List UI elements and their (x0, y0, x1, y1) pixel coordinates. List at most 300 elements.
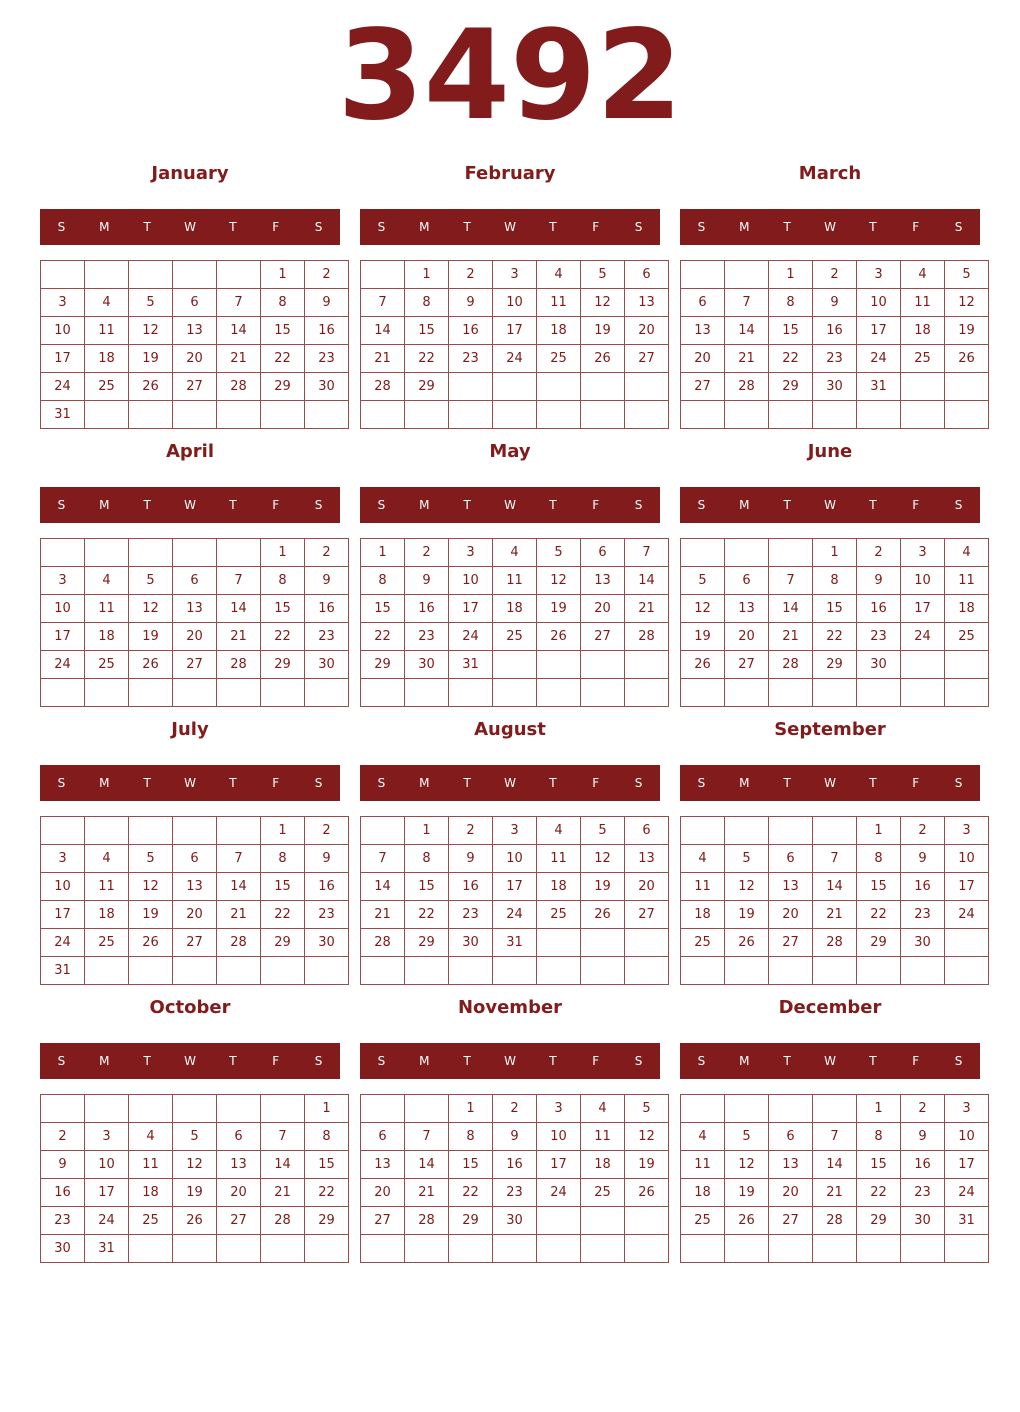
day-cell: 24 (857, 345, 901, 373)
day-cell: 3 (901, 539, 945, 567)
week-row (361, 957, 669, 985)
week-row (41, 1095, 349, 1123)
day-cell: 2 (901, 817, 945, 845)
weekday-label: T (143, 220, 151, 234)
day-cell (493, 679, 537, 707)
week-row (681, 373, 989, 401)
day-cell: 29 (261, 651, 305, 679)
day-cell: 11 (945, 567, 989, 595)
day-cell (305, 957, 349, 985)
day-cell (537, 651, 581, 679)
week-row (681, 1123, 989, 1151)
day-cell: 8 (261, 567, 305, 595)
day-cell: 10 (41, 873, 85, 901)
day-cell: 10 (945, 1123, 989, 1151)
day-cell: 2 (901, 1095, 945, 1123)
weekday-label: M (419, 220, 430, 234)
day-cell (41, 817, 85, 845)
day-cell: 15 (857, 1151, 901, 1179)
day-cell: 22 (405, 345, 449, 373)
weekday-label: S (57, 1054, 66, 1068)
day-cell: 26 (945, 345, 989, 373)
day-cell: 8 (305, 1123, 349, 1151)
day-cell: 15 (769, 317, 813, 345)
day-cell: 3 (41, 845, 85, 873)
day-cell (537, 957, 581, 985)
day-cell: 28 (217, 651, 261, 679)
week-row (41, 817, 349, 845)
week-row (361, 929, 669, 957)
week-row (41, 679, 349, 707)
day-cell: 12 (129, 873, 173, 901)
day-cell: 29 (305, 1207, 349, 1235)
day-cell: 30 (901, 929, 945, 957)
day-cell: 18 (581, 1151, 625, 1179)
day-cell: 18 (537, 317, 581, 345)
day-cell (857, 1235, 901, 1263)
day-cell (537, 929, 581, 957)
day-cell (681, 401, 725, 429)
day-cell: 6 (681, 289, 725, 317)
weekday-label: T (229, 1054, 237, 1068)
week-row (361, 261, 669, 289)
day-cell: 28 (725, 373, 769, 401)
day-cell (305, 679, 349, 707)
day-cell: 7 (217, 845, 261, 873)
day-cell: 23 (449, 345, 493, 373)
day-cell: 26 (581, 345, 625, 373)
day-cell (217, 817, 261, 845)
week-row (361, 901, 669, 929)
weekday-label: T (783, 776, 791, 790)
day-cell: 14 (361, 873, 405, 901)
day-cell (361, 1095, 405, 1123)
day-grid (680, 1094, 989, 1263)
day-grid (40, 816, 349, 985)
day-cell: 19 (945, 317, 989, 345)
day-cell (681, 1095, 725, 1123)
day-cell (681, 679, 725, 707)
day-cell (625, 679, 669, 707)
day-cell: 31 (449, 651, 493, 679)
day-cell (901, 401, 945, 429)
day-cell: 18 (681, 1179, 725, 1207)
day-cell: 31 (945, 1207, 989, 1235)
weekday-label: T (869, 1054, 877, 1068)
day-grid (40, 1094, 349, 1263)
month-name: March (798, 163, 862, 184)
day-cell: 29 (261, 373, 305, 401)
week-row (361, 623, 669, 651)
week-row (681, 1179, 989, 1207)
day-cell: 24 (41, 373, 85, 401)
day-cell: 17 (41, 901, 85, 929)
day-cell: 17 (85, 1179, 129, 1207)
week-row (681, 1207, 989, 1235)
day-cell: 5 (129, 567, 173, 595)
day-cell: 11 (681, 1151, 725, 1179)
day-cell (901, 651, 945, 679)
day-cell: 23 (41, 1207, 85, 1235)
day-cell: 17 (493, 317, 537, 345)
day-cell: 7 (261, 1123, 305, 1151)
day-cell: 12 (129, 317, 173, 345)
day-cell: 22 (261, 901, 305, 929)
day-cell (537, 1235, 581, 1263)
day-cell: 12 (537, 567, 581, 595)
weekday-label: W (824, 1054, 836, 1068)
day-cell (945, 1235, 989, 1263)
weekday-label: M (99, 776, 110, 790)
week-row (41, 401, 349, 429)
day-cell: 9 (857, 567, 901, 595)
day-cell: 2 (857, 539, 901, 567)
day-cell: 30 (305, 651, 349, 679)
day-cell (361, 957, 405, 985)
day-cell: 11 (85, 595, 129, 623)
month-name: May (489, 441, 531, 462)
week-row (41, 901, 349, 929)
weekday-label: W (184, 1054, 196, 1068)
weekday-label: F (272, 776, 280, 790)
day-cell (85, 957, 129, 985)
day-cell (581, 957, 625, 985)
day-cell: 4 (537, 817, 581, 845)
day-cell (41, 261, 85, 289)
day-cell: 8 (857, 1123, 901, 1151)
day-cell: 8 (361, 567, 405, 595)
weekday-label: T (549, 220, 557, 234)
day-cell: 8 (405, 845, 449, 873)
day-cell (901, 373, 945, 401)
day-cell (857, 957, 901, 985)
day-cell (813, 817, 857, 845)
day-cell: 16 (305, 317, 349, 345)
weekday-label: M (739, 498, 750, 512)
week-row (41, 929, 349, 957)
day-cell (493, 401, 537, 429)
day-cell: 24 (901, 623, 945, 651)
day-cell: 20 (581, 595, 625, 623)
day-cell: 26 (625, 1179, 669, 1207)
month-name: February (464, 163, 556, 184)
weekday-label: T (143, 776, 151, 790)
day-cell: 22 (857, 1179, 901, 1207)
day-cell (129, 1095, 173, 1123)
weekday-header (680, 209, 980, 245)
day-cell: 20 (173, 345, 217, 373)
weekday-label: W (824, 220, 836, 234)
weekday-label: W (504, 498, 516, 512)
day-cell: 23 (901, 901, 945, 929)
week-row (681, 317, 989, 345)
day-cell: 29 (449, 1207, 493, 1235)
day-cell: 1 (857, 1095, 901, 1123)
day-cell (449, 679, 493, 707)
day-cell: 13 (625, 289, 669, 317)
day-cell: 14 (361, 317, 405, 345)
day-cell (449, 373, 493, 401)
day-cell: 23 (305, 901, 349, 929)
day-cell (129, 401, 173, 429)
day-cell: 25 (85, 373, 129, 401)
day-cell: 25 (129, 1207, 173, 1235)
day-cell (581, 929, 625, 957)
day-cell: 13 (173, 873, 217, 901)
weekday-label: T (549, 1054, 557, 1068)
day-cell (813, 679, 857, 707)
week-row (361, 539, 669, 567)
weekday-label: F (272, 1054, 280, 1068)
day-cell: 14 (261, 1151, 305, 1179)
weekday-label: S (634, 498, 643, 512)
day-cell: 15 (261, 317, 305, 345)
day-cell: 26 (129, 651, 173, 679)
week-row (361, 845, 669, 873)
weekday-label: T (463, 498, 471, 512)
week-row (681, 261, 989, 289)
weekday-label: T (783, 498, 791, 512)
day-cell: 4 (85, 845, 129, 873)
day-cell: 21 (217, 623, 261, 651)
day-cell (173, 261, 217, 289)
day-cell: 28 (217, 373, 261, 401)
day-cell: 14 (625, 567, 669, 595)
week-row (361, 873, 669, 901)
day-cell: 1 (813, 539, 857, 567)
day-cell: 3 (41, 567, 85, 595)
day-cell: 17 (945, 873, 989, 901)
week-row (681, 539, 989, 567)
day-cell: 17 (945, 1151, 989, 1179)
day-cell (217, 539, 261, 567)
day-cell: 11 (581, 1123, 625, 1151)
weekday-label: S (314, 776, 323, 790)
day-cell (625, 651, 669, 679)
day-cell: 15 (261, 595, 305, 623)
month-name: December (778, 997, 882, 1018)
weekday-label: S (954, 1054, 963, 1068)
day-cell: 14 (769, 595, 813, 623)
day-cell (769, 957, 813, 985)
day-cell: 26 (129, 373, 173, 401)
weekday-label: F (592, 776, 600, 790)
day-cell: 4 (945, 539, 989, 567)
day-grid (360, 816, 669, 985)
day-cell: 7 (725, 289, 769, 317)
day-cell: 20 (681, 345, 725, 373)
week-row (361, 1179, 669, 1207)
weekday-label: F (592, 498, 600, 512)
weekday-header (40, 765, 340, 801)
day-cell: 4 (901, 261, 945, 289)
day-cell: 4 (581, 1095, 625, 1123)
day-cell (305, 401, 349, 429)
weekday-label: W (824, 498, 836, 512)
weekday-label: S (377, 776, 386, 790)
weekday-label: S (377, 1054, 386, 1068)
day-cell: 8 (769, 289, 813, 317)
day-cell: 29 (857, 929, 901, 957)
day-cell (769, 817, 813, 845)
day-cell (945, 679, 989, 707)
day-cell (725, 401, 769, 429)
day-cell: 15 (813, 595, 857, 623)
weekday-label: T (463, 1054, 471, 1068)
day-cell: 28 (813, 1207, 857, 1235)
day-cell: 6 (769, 845, 813, 873)
weekday-label: S (314, 1054, 323, 1068)
day-cell: 27 (217, 1207, 261, 1235)
day-cell: 17 (493, 873, 537, 901)
day-cell: 23 (901, 1179, 945, 1207)
day-cell: 5 (625, 1095, 669, 1123)
day-cell (769, 679, 813, 707)
day-cell (581, 679, 625, 707)
day-cell: 15 (405, 317, 449, 345)
day-cell: 29 (813, 651, 857, 679)
day-cell: 26 (725, 929, 769, 957)
day-cell: 15 (361, 595, 405, 623)
day-cell (681, 539, 725, 567)
day-cell: 19 (581, 873, 625, 901)
day-cell: 18 (129, 1179, 173, 1207)
week-row (41, 317, 349, 345)
day-cell: 6 (217, 1123, 261, 1151)
day-cell (857, 679, 901, 707)
week-row (681, 901, 989, 929)
weekday-label: M (739, 1054, 750, 1068)
day-cell: 19 (681, 623, 725, 651)
week-row (41, 261, 349, 289)
day-cell (361, 1235, 405, 1263)
day-cell: 25 (901, 345, 945, 373)
day-grid (360, 260, 669, 429)
weekday-label: F (592, 220, 600, 234)
day-cell: 27 (725, 651, 769, 679)
week-row (681, 873, 989, 901)
day-cell: 11 (85, 873, 129, 901)
weekday-label: M (739, 220, 750, 234)
day-cell (173, 539, 217, 567)
day-cell: 24 (493, 901, 537, 929)
day-cell: 21 (361, 345, 405, 373)
day-cell: 5 (581, 817, 625, 845)
day-cell: 6 (361, 1123, 405, 1151)
weekday-label: F (912, 498, 920, 512)
day-cell: 14 (813, 1151, 857, 1179)
day-cell (725, 1235, 769, 1263)
day-cell: 25 (493, 623, 537, 651)
day-cell: 17 (537, 1151, 581, 1179)
day-cell: 1 (361, 539, 405, 567)
day-cell: 17 (41, 345, 85, 373)
day-cell: 18 (901, 317, 945, 345)
week-row (361, 373, 669, 401)
day-cell: 21 (813, 901, 857, 929)
weekday-label: S (634, 776, 643, 790)
day-cell: 11 (681, 873, 725, 901)
day-cell: 8 (261, 289, 305, 317)
day-cell (361, 401, 405, 429)
day-cell: 10 (449, 567, 493, 595)
week-row (681, 595, 989, 623)
day-cell: 24 (85, 1207, 129, 1235)
week-row (361, 817, 669, 845)
week-row (41, 539, 349, 567)
day-cell: 26 (129, 929, 173, 957)
day-cell (769, 1095, 813, 1123)
day-cell: 29 (361, 651, 405, 679)
weekday-label: T (143, 498, 151, 512)
day-cell: 23 (857, 623, 901, 651)
day-cell: 19 (129, 345, 173, 373)
day-cell (129, 1235, 173, 1263)
weekday-header (360, 765, 660, 801)
weekday-label: W (504, 776, 516, 790)
day-cell (129, 679, 173, 707)
day-cell (537, 679, 581, 707)
day-cell: 16 (305, 595, 349, 623)
day-cell: 7 (769, 567, 813, 595)
day-cell: 9 (305, 567, 349, 595)
day-cell: 1 (857, 817, 901, 845)
day-cell (537, 1207, 581, 1235)
day-cell (625, 929, 669, 957)
day-cell (85, 679, 129, 707)
day-cell: 5 (945, 261, 989, 289)
weekday-label: M (419, 498, 430, 512)
day-cell: 27 (581, 623, 625, 651)
day-cell: 24 (41, 929, 85, 957)
day-cell: 21 (217, 345, 261, 373)
weekday-label: W (184, 498, 196, 512)
day-cell (261, 1235, 305, 1263)
day-cell: 24 (537, 1179, 581, 1207)
day-cell: 31 (41, 957, 85, 985)
day-cell: 7 (217, 567, 261, 595)
day-cell (261, 401, 305, 429)
weekday-label: S (954, 498, 963, 512)
day-cell (945, 373, 989, 401)
day-cell (261, 679, 305, 707)
day-cell: 16 (813, 317, 857, 345)
day-cell: 27 (173, 651, 217, 679)
day-cell: 22 (405, 901, 449, 929)
day-cell: 8 (405, 289, 449, 317)
day-cell (493, 957, 537, 985)
day-cell: 7 (405, 1123, 449, 1151)
day-cell: 9 (41, 1151, 85, 1179)
day-grid (360, 538, 669, 707)
week-row (681, 1235, 989, 1263)
day-cell: 2 (813, 261, 857, 289)
weekday-header (360, 209, 660, 245)
day-cell: 19 (173, 1179, 217, 1207)
week-row (681, 957, 989, 985)
day-cell: 15 (261, 873, 305, 901)
day-cell: 13 (681, 317, 725, 345)
weekday-label: S (57, 776, 66, 790)
month-name: October (149, 997, 231, 1018)
day-cell (581, 401, 625, 429)
day-cell (681, 957, 725, 985)
day-cell: 28 (361, 929, 405, 957)
day-cell: 6 (173, 289, 217, 317)
day-cell (493, 373, 537, 401)
weekday-label: F (272, 220, 280, 234)
day-cell: 20 (173, 623, 217, 651)
